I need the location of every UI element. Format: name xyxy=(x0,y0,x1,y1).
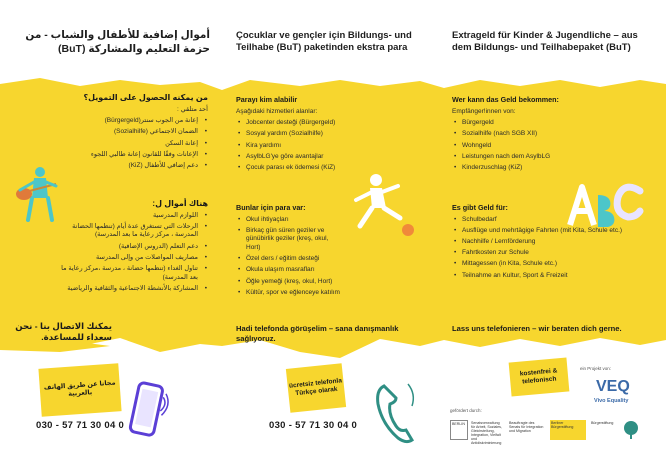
tree-logo xyxy=(620,420,642,440)
mobile-phone-icon xyxy=(124,380,168,442)
senate-logo: Senatsverwaltung für Arbeit, Soziales, Gleichstellung, Integration, Vielfalt und Antidiskriminierung xyxy=(470,420,504,440)
turkish-column xyxy=(222,0,444,475)
list-item: • Okula ulaşım masrafları xyxy=(236,266,344,275)
german-eligibility-intro: Empfänger!innen von: xyxy=(452,107,516,115)
list-item: • Sosyal yardım (Sozialhilfe) xyxy=(236,130,431,139)
list-item: • Fahrtkosten zur Schule xyxy=(452,249,652,258)
list-item: • الضمان الاجتماعي (Sozialhilfe) xyxy=(18,128,208,137)
abc-letters-illustration xyxy=(564,175,644,235)
arabic-eligibility-section xyxy=(18,94,208,173)
arabic-funding-list xyxy=(58,212,208,294)
list-item: • الرحلات التي تستغرق عدة أيام (تنظمها الحضانة المدرسة ، مركز رعاية ما بعد المدرسة) xyxy=(58,223,208,240)
list-item: • Jobcenter desteği (Bürgergeld) xyxy=(236,119,431,128)
arabic-title: أموال إضافية للأطفال والشباب - من حزمة التعليم والمشاركة (BuT) xyxy=(25,29,210,55)
list-item: • Ausflüge und mehrtägige Fahrten (mit Kita, Schule etc.) xyxy=(452,227,652,236)
list-item: • دعم التعلم (الدروس الإضافية) xyxy=(58,243,208,252)
list-item: • Kültür, spor ve eğlenceye katılım xyxy=(236,289,344,298)
list-item: • اللوازم المدرسية xyxy=(58,212,208,221)
vivo-equality-logo xyxy=(594,373,634,397)
german-column xyxy=(444,0,666,475)
funded-by-label: gefördert durch: xyxy=(450,408,482,413)
german-eligibility-section xyxy=(452,96,652,175)
list-item: • Kira yardımı xyxy=(236,142,431,151)
list-item: • تناول الغداء (تنظمها حضانة ، مدرسة ،مركز رعاية ما بعد المدرسة) xyxy=(58,265,208,282)
arabic-eligibility-heading: من يمكنه الحصول على التمويل؟ xyxy=(83,93,208,102)
turkish-funding-list xyxy=(236,216,344,298)
arabic-eligibility-list xyxy=(18,117,208,170)
german-funding-heading: Es gibt Geld für: xyxy=(452,203,508,212)
berlin-logo: BERLIN xyxy=(450,420,468,440)
turkish-eligibility-intro: Aşağıdaki hizmetleri alanlar: xyxy=(236,107,318,115)
list-item: • Nachhilfe / Lernförderung xyxy=(452,238,652,247)
german-call-to-action: Lass uns telefonieren – wir beraten dich gerne. xyxy=(452,324,622,333)
arabic-eligibility-intro: أحد متلقي : xyxy=(177,105,208,113)
soccer-player-illustration xyxy=(342,170,422,240)
phone-receiver-icon xyxy=(372,380,418,450)
list-item: • Sozialhilfe (nach SGB XII) xyxy=(452,130,652,139)
turkish-call-to-action: Hadi telefonda görüşelim – sana danışmanlık sağlıyoruz. xyxy=(236,324,399,343)
svg-text:VEQ: VEQ xyxy=(596,378,630,395)
turkish-eligibility-section xyxy=(236,96,431,175)
list-item: • Çocuk parası ek ödemesi (KiZ) xyxy=(236,164,431,173)
turkish-phone-number[interactable]: 030 - 57 71 30 04 0 xyxy=(269,420,358,431)
german-eligibility-heading: Wer kann das Geld bekommen: xyxy=(452,95,559,104)
german-eligibility-list xyxy=(452,119,652,172)
arabic-funding-heading: هناك أموال ل: xyxy=(152,199,208,208)
list-item: • مصاريف المواصلات من وإلى المدرسة xyxy=(58,254,208,263)
list-item: • المشاركة بالأنشطة الاجتماعية والثقافية والرياضية xyxy=(58,285,208,294)
integration-commissioner-logo: Beauftragte des Senats für Integration und Migration xyxy=(508,420,546,440)
arabic-funding-section xyxy=(58,200,208,296)
list-item: • Mittagessen (in Kita, Schule etc.) xyxy=(452,260,652,269)
buergerstiftung-logo: Bürgerstiftung xyxy=(590,420,614,440)
arabic-free-phone-badge: مجانا عن طريق الهاتف بالعربية xyxy=(38,363,121,416)
arabic-phone-number[interactable]: 030 - 57 71 30 04 0 xyxy=(36,420,125,431)
list-item: • Özel ders / eğitim desteği xyxy=(236,255,344,264)
turkish-eligibility-list xyxy=(236,119,431,172)
list-item: • Leistungen nach dem AsylbLG xyxy=(452,153,652,162)
project-label: ein Projekt von: xyxy=(580,366,612,371)
turkish-funding-heading: Bunlar için para var: xyxy=(236,203,306,212)
vivo-equality-name: Vivo Equality xyxy=(594,398,629,404)
list-item: • إعانة السكن xyxy=(18,140,208,149)
list-item: • Schulbedarf xyxy=(452,216,652,225)
berliner-buergerstiftung-logo: Berliner Bürgerstiftung xyxy=(550,420,586,440)
guitar-player-illustration xyxy=(10,164,68,226)
list-item: • دعم إضافي للأطفال (KiZ) xyxy=(18,162,208,171)
list-item: • Okul ihtiyaçları xyxy=(236,216,344,225)
german-title: Extrageld für Kinder & Jugendliche – aus dem Bildungs- und Teilhabepaket (BuT) xyxy=(452,30,638,53)
list-item: • Teilnahme an Kultur, Sport & Freizeit xyxy=(452,272,652,281)
list-item: • Kinderzuschlag (KiZ) xyxy=(452,164,652,173)
turkish-funding-section xyxy=(236,204,344,300)
funder-logos-row xyxy=(450,420,660,444)
arabic-call-to-action: يمكنك الاتصال بنا - نحن سعداء للمساعدة. xyxy=(15,321,112,342)
turkish-free-phone-badge: ücretsiz telefonla Türkçe olarak xyxy=(286,363,346,413)
german-free-phone-badge: kostenfrei & telefonisch xyxy=(509,358,570,397)
list-item: • الإعانات وفقًا للقانون إعانة طالبي اللجوء xyxy=(18,151,208,160)
list-item: • إعانة من الجوب سنتر(Bürgergeld) xyxy=(18,117,208,126)
list-item: • AsylbLG'ye göre avantajlar xyxy=(236,153,431,162)
list-item: • Wohngeld xyxy=(452,142,652,151)
list-item: • Birkaç gün süren geziler ve günübirlik geziler (kreş, okul, Hort) xyxy=(236,227,344,253)
arabic-column xyxy=(0,0,222,475)
turkish-title: Çocuklar ve gençler için Bildungs- und Teilhabe (BuT) paketinden ekstra para xyxy=(236,30,412,53)
list-item: • Bürgergeld xyxy=(452,119,652,128)
list-item: • Öğle yemeği (kreş, okul, Hort) xyxy=(236,278,344,287)
turkish-eligibility-heading: Parayı kim alabilir xyxy=(236,95,298,104)
